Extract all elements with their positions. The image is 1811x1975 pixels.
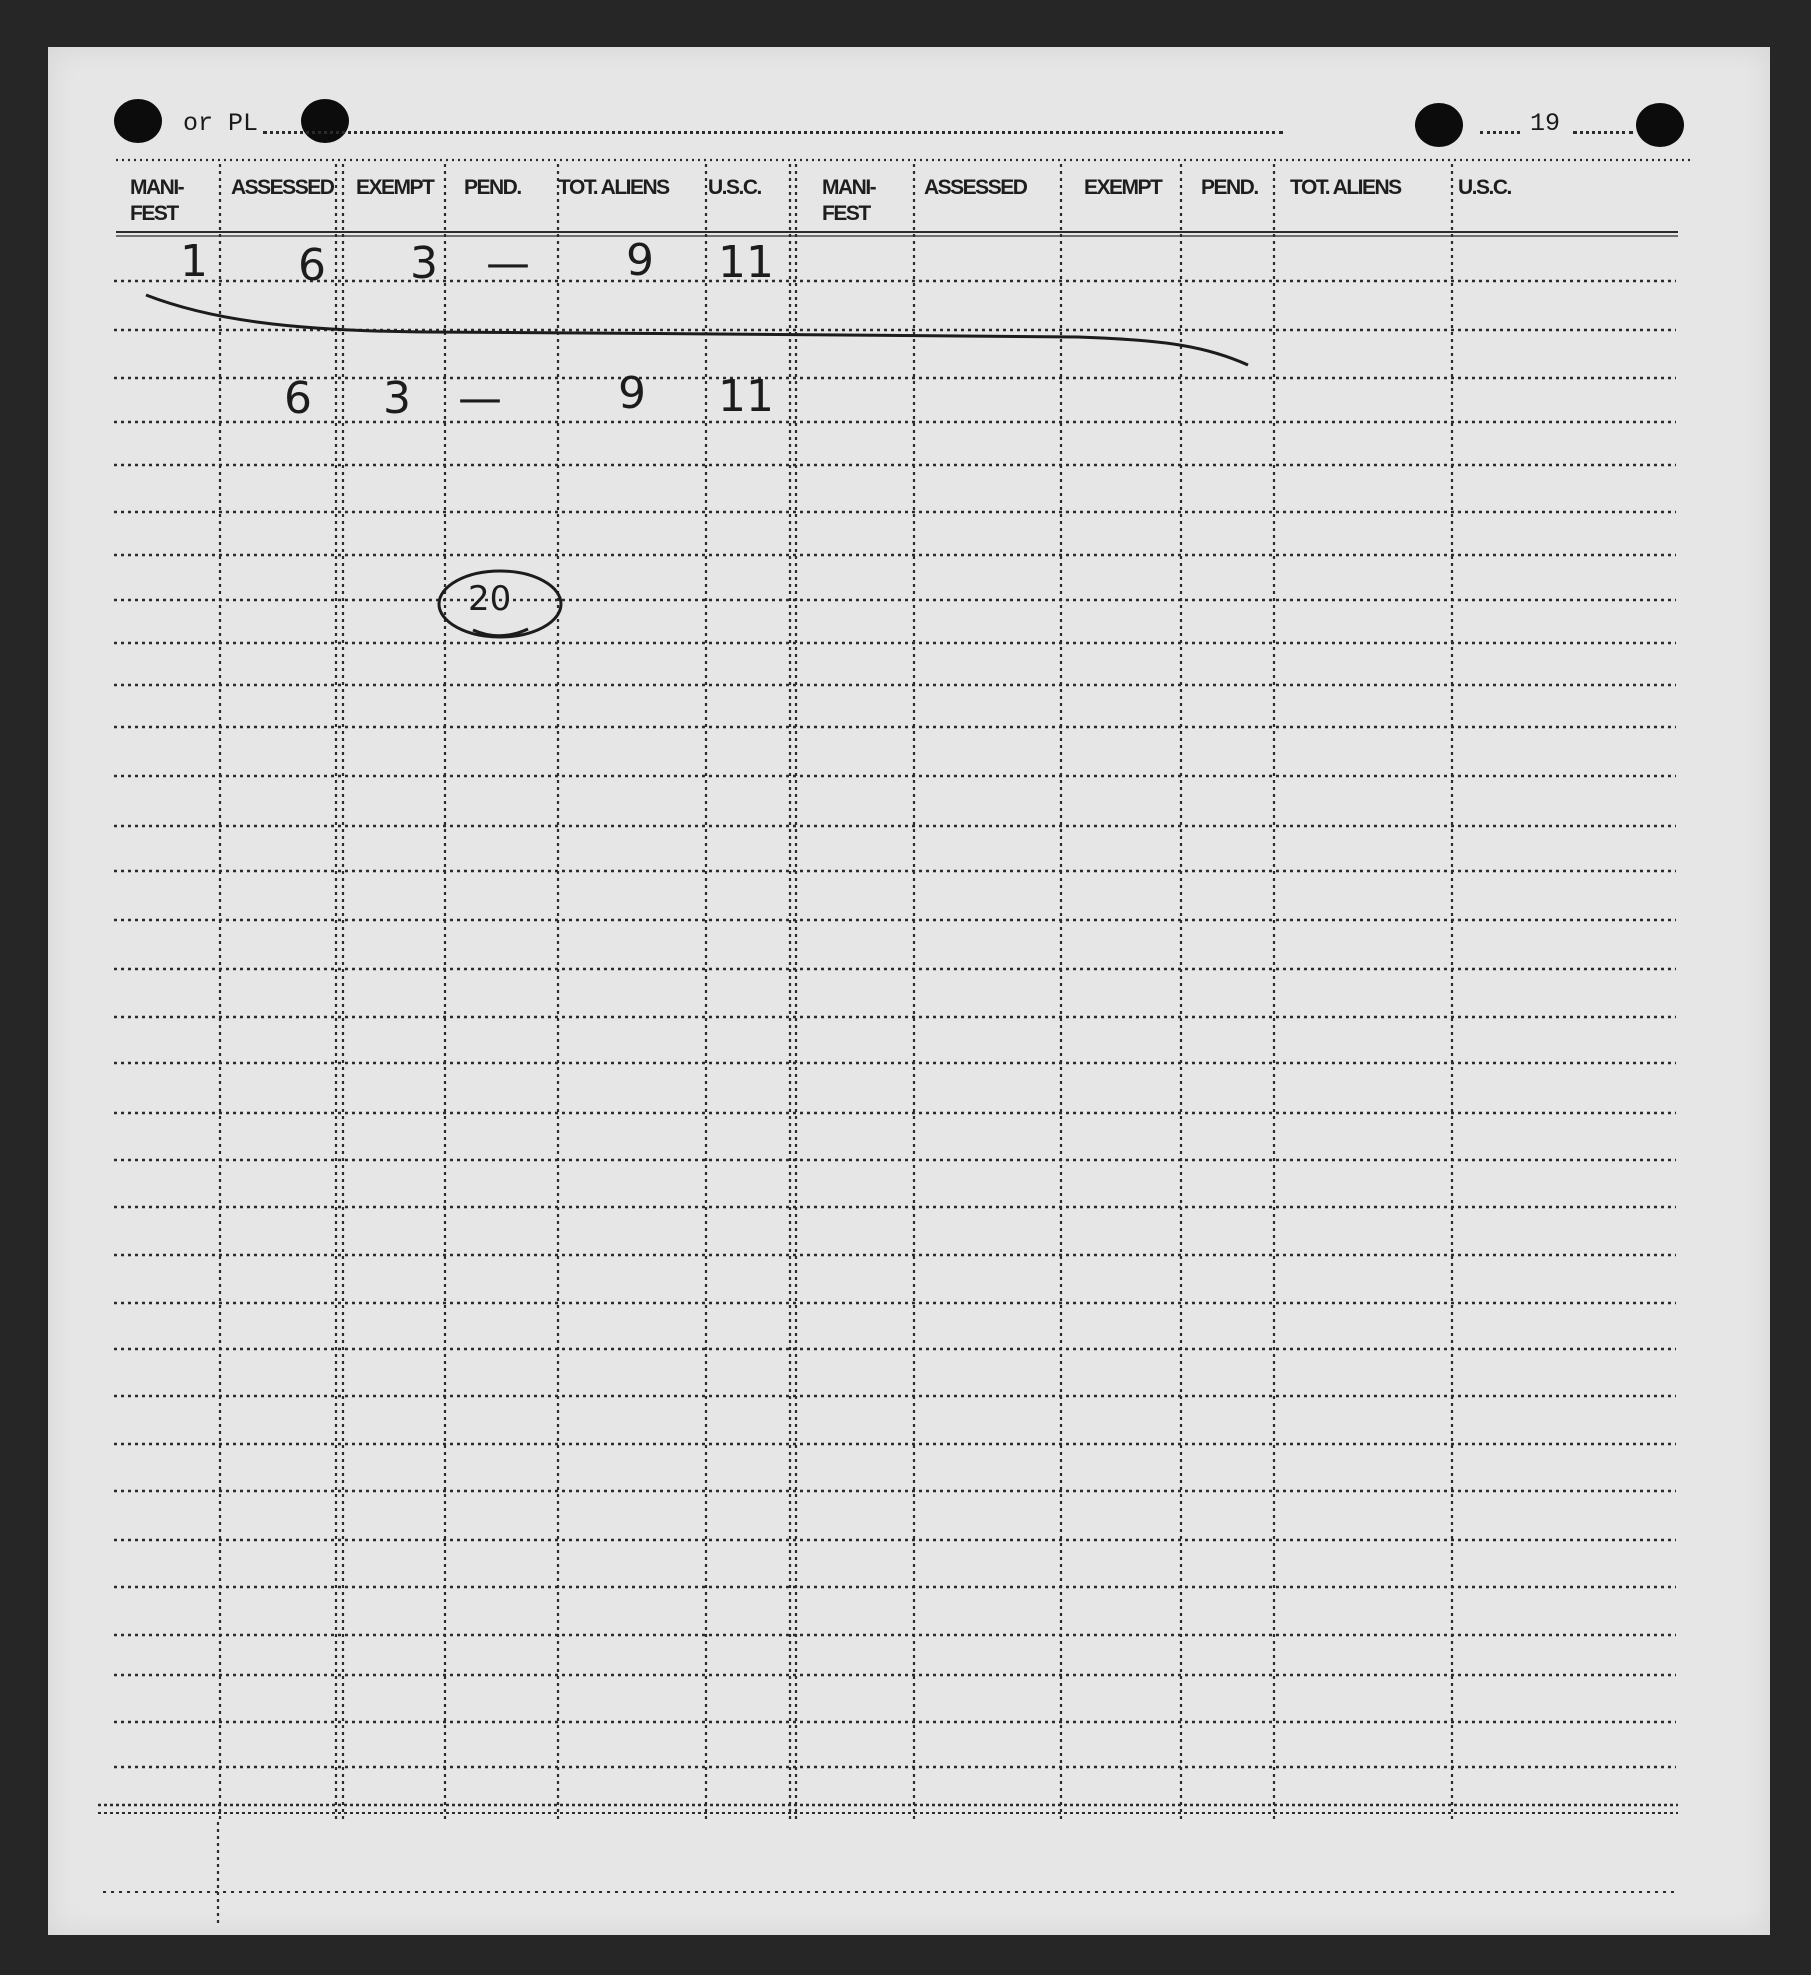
col-header-usc-2: U.S.C. (1458, 176, 1511, 199)
col-header-exempt-1: EXEMPT (356, 176, 434, 199)
year-prefix-label: 19 (1530, 109, 1561, 138)
col-header-assessed-2: ASSESSED (924, 176, 1027, 199)
col-header-assessed-1: ASSESSED (231, 176, 334, 199)
row1-tot-aliens: 9 (626, 235, 654, 286)
row1-exempt: 3 (410, 238, 438, 289)
row1-manifest: 1 (180, 236, 208, 287)
col-header-pend-1: PEND. (464, 176, 521, 199)
col-header-pend-2: PEND. (1201, 176, 1258, 199)
row2-tot-aliens: 9 (618, 368, 646, 419)
row2-pend: — (458, 373, 502, 424)
ledger-grid (48, 47, 1770, 1935)
col-header-manifest-1: MANI- FEST (130, 176, 184, 225)
vessel-prefix-label: or PL (183, 109, 259, 138)
col-header-tot-aliens-1: TOT. ALIENS (558, 176, 669, 199)
row2-assessed: 6 (284, 373, 312, 424)
row2-exempt: 3 (383, 373, 411, 424)
row1-assessed: 6 (298, 240, 326, 291)
col-header-manifest-2: MANI- FEST (822, 176, 876, 225)
row1-usc: 11 (718, 237, 774, 288)
col-header-usc-1: U.S.C. (708, 176, 761, 199)
col-header-exempt-2: EXEMPT (1084, 176, 1162, 199)
col-header-tot-aliens-2: TOT. ALIENS (1290, 176, 1401, 199)
form-sheet (48, 47, 1770, 1935)
circled-annotation-number: 20 (468, 579, 512, 619)
row2-usc: 11 (718, 371, 774, 422)
row1-pend: — (486, 238, 530, 289)
